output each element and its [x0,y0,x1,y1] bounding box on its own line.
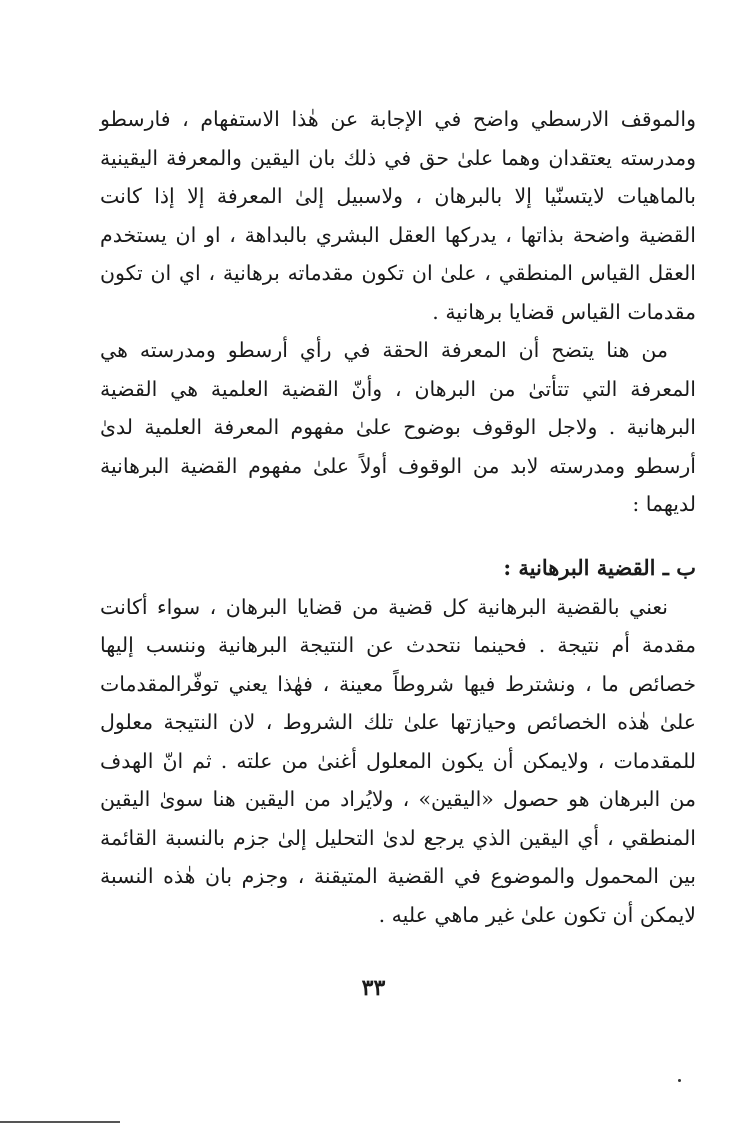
section-heading: ب ـ القضية البرهانية : [503,554,696,580]
scan-edge-line [0,1121,120,1123]
scan-speck [678,1079,681,1082]
page-body [100,100,696,934]
paragraph-1: والموقف الارسطي واضح في الإجابة عن هٰذا الاستفهام ، فارسطو ومدرسته يعتقدان وهما علىٰ حق في ذلك بان اليقين والمعرفة اليقينية بالماهيات لايتسنّيا إلا بالبرهان ، ولاسبيل إلىٰ المعرفة إلا إذا كانت القضية واضحة بذاتها ، يدركها العقل البشري بالبداهة ، او ان يستخدم العقل القياس المنطقي ، علىٰ ان تكون مقدماته برهانية ، اي ان تكون مقدمات القياس قضايا برهانية . [100,107,696,324]
page-number: ٣٣ [361,975,386,1001]
paragraph-3: نعني بالقضية البرهانية كل قضية من قضايا البرهان ، سواء أكانت مقدمة أم نتيجة . فحينما نتحدث عن النتيجة البرهانية وننسب إليها خصائص ما ، ونشترط فيها شروطاً معينة ، فهٰذا يعني توفّرالمقدمات علىٰ هٰذه الخصائص وحيازتها علىٰ تلك الشروط ، لان النتيجة معلول للمقدمات ، ولايمكن أن يكون المعلول أغنىٰ من علته . ثم انّ الهدف من البرهان هو حصول «اليقين» ، ولايُراد من اليقين هنا سوىٰ اليقين المنطقي ، أي اليقين الذي يرجع لدىٰ التحليل إلىٰ جزم بالنسبة القائمة بين المحمول والموضوع في القضية المتيقنة ، وجزم بان هٰذه النسبة لايمكن أن تكون علىٰ غير ماهي عليه . [100,594,696,927]
paragraph-2: من هنا يتضح أن المعرفة الحقة في رأي أرسطو ومدرسته هي المعرفة التي تتأتىٰ من البرهان ، وأنّ القضية العلمية هي القضية البرهانية . ولاجل الوقوف بوضوح علىٰ مفهوم المعرفة العلمية لدىٰ أرسطو ومدرسته لابد من الوقوف أولاً علىٰ مفهوم القضية البرهانية لديهما : [100,338,696,516]
section-gap [100,524,696,548]
